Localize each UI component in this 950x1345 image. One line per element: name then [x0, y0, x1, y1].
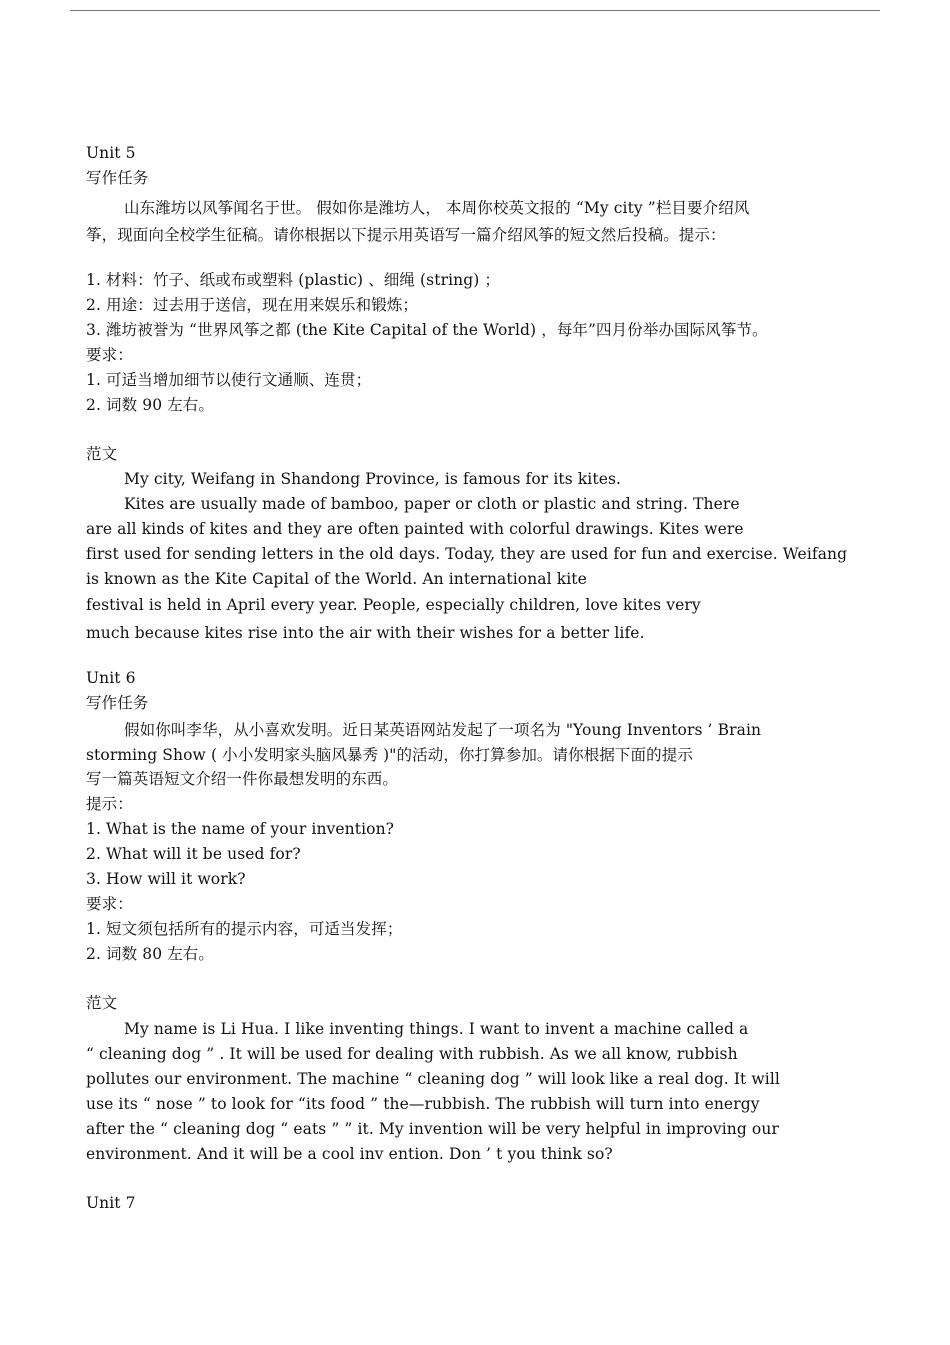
unit6-intro-line3: 写一篇英语短文介绍一件你最想发明的东西。 — [86, 770, 399, 788]
unit6-hint-2: 2. What will it be used for? — [86, 845, 301, 863]
unit6-sample-heading: 范文 — [86, 994, 118, 1012]
unit5-req-2: 2. 词数 90 左右。 — [86, 396, 214, 414]
unit6-task-heading: 写作任务 — [86, 694, 149, 712]
unit5-intro-line2: 筝，现面向全校学生征稿。请你根据以下提示用英语写一篇介绍风筝的短文然后投稿。提示： — [86, 226, 726, 244]
unit5-req-heading: 要求： — [86, 346, 133, 364]
unit5-hint-1: 1. 材料：竹子、纸或布或塑料 (plastic) 、细绳 (string) ； — [86, 271, 501, 289]
unit6-sample-line: My name is Li Hua. I like inventing things. I want to invent a machine called a — [124, 1020, 749, 1038]
unit6-req-heading: 要求： — [86, 895, 133, 913]
unit5-title: Unit 5 — [86, 144, 136, 162]
unit6-intro-line1: 假如你叫李华，从小喜欢发明。近日某英语网站发起了一项名为 "Young Inventors ’ Brain — [124, 721, 762, 739]
unit5-req-1: 1. 可适当增加细节以使行文通顺、连贯； — [86, 371, 372, 389]
unit6-hint-3: 3. How will it work? — [86, 870, 246, 888]
unit5-sample-line: is known as the Kite Capital of the World. An international kite — [86, 570, 587, 588]
unit5-sample-line: festival is held in April every year. People, especially children, love kites very — [86, 596, 701, 614]
unit6-hint-1: 1. What is the name of your invention? — [86, 820, 395, 838]
unit5-sample-line: much because kites rise into the air with their wishes for a better life. — [86, 624, 645, 642]
unit6-req-2: 2. 词数 80 左右。 — [86, 945, 214, 963]
header-rule — [70, 10, 880, 11]
unit5-hint-2: 2. 用途：过去用于送信，现在用来娱乐和锻炼； — [86, 296, 419, 314]
unit6-hint-heading: 提示： — [86, 795, 133, 813]
unit5-sample-line: Kites are usually made of bamboo, paper or cloth or plastic and string. There — [124, 495, 740, 513]
unit5-task-heading: 写作任务 — [86, 169, 149, 187]
unit5-sample-line: first used for sending letters in the old days. Today, they are used for fun and exercise. Weifang — [86, 545, 848, 563]
unit7-title: Unit 7 — [86, 1194, 136, 1212]
unit5-intro-line1: 山东潍坊以风筝闻名于世。 假如你是潍坊人， 本周你校英文报的 “My city ”栏目要介绍风 — [124, 199, 750, 217]
unit6-req-1: 1. 短文须包括所有的提示内容，可适当发挥； — [86, 920, 403, 938]
unit5-sample-line: are all kinds of kites and they are often painted with colorful drawings. Kites were — [86, 520, 744, 538]
unit5-sample-heading: 范文 — [86, 445, 118, 463]
unit6-sample-line: use its “ nose ” to look for “its food ” the—rubbish. The rubbish will turn into energy — [86, 1095, 760, 1113]
unit6-title: Unit 6 — [86, 669, 136, 687]
unit6-sample-line: pollutes our environment. The machine “ cleaning dog ” will look like a real dog. It will — [86, 1070, 780, 1088]
unit6-intro-line2: storming Show ( 小小发明家头脑风暴秀 )"的活动，你打算参加。请你根据下面的提示 — [86, 746, 693, 764]
unit6-sample-line: “ cleaning dog ” . It will be used for dealing with rubbish. As we all know, rubbish — [86, 1045, 738, 1063]
unit6-sample-line: environment. And it will be a cool inv ention. Don ’ t you think so? — [86, 1145, 613, 1163]
unit5-hint-3: 3. 潍坊被誉为 “世界风筝之都 (the Kite Capital of the World) ，每年”四月份举办国际风筝节。 — [86, 321, 768, 339]
unit6-sample-line: after the “ cleaning dog “ eats ” ” it. My invention will be very helpful in improving our — [86, 1120, 779, 1138]
unit5-sample-line: My city, Weifang in Shandong Province, is famous for its kites. — [124, 470, 622, 488]
